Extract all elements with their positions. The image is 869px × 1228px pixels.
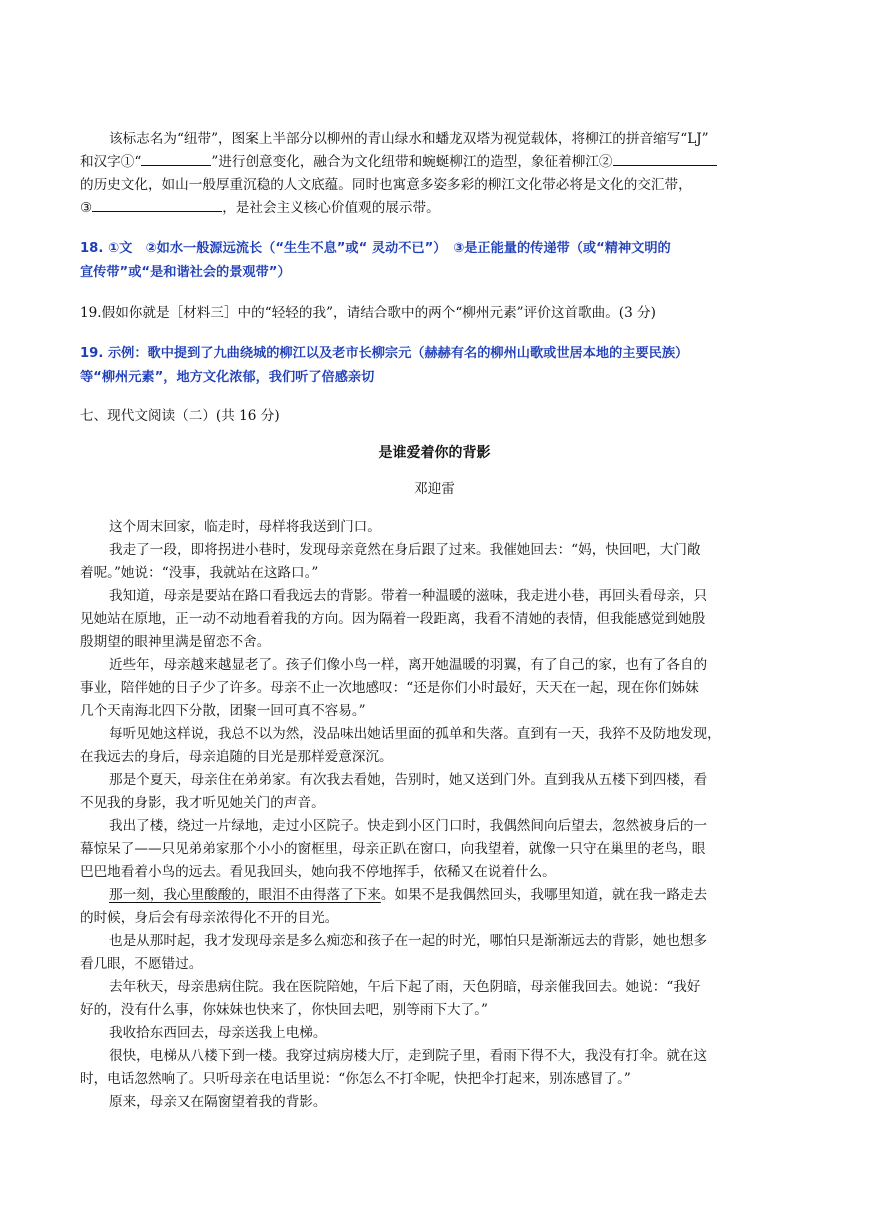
article-para-8-line-1 — [109, 884, 790, 906]
answer-19-line-1: 19. 示例：歌中提到了九曲绕城的柳江以及老市长柳宗元（赫赫有名的柳州山歌或世居本地的主要民族） — [80, 346, 689, 361]
intro-line-1: 该标志名为“纽带”，图案上半部分以柳州的青山绿水和蟠龙双塔为视觉载体，将柳江的拼音缩写“LJ” — [109, 131, 709, 147]
section-7-heading: 七、现代文阅读（二）(共 16 分) — [80, 408, 280, 424]
intro-line-4 — [80, 197, 790, 219]
article-para-12-line-1: 很快，电梯从八楼下到一楼。我穿过病房楼大厅，走到院子里，看雨下得不大，我没有打伞。就在这 — [109, 1048, 708, 1064]
article-para-3-line-3: 殷期望的眼神里满是留恋不舍。 — [80, 634, 271, 650]
underlined-sentence: 那一刻，我心里酸酸的，眼泪不由得落了下来 — [109, 887, 381, 903]
article-para-2-line-1: 我走了一段，即将拐进小巷时，发现母亲竟然在身后跟了过来。我催她回去：“妈，快回吧，大门敞 — [109, 542, 701, 558]
article-para-9-line-1: 也是从那时起，我才发现母亲是多么痴恋和孩子在一起的时光，哪怕只是渐渐远去的背影，她也想多 — [109, 933, 708, 949]
article-para-4-line-2: 事业，陪伴她的日子少了许多。母亲不止一次地感叹：“还是你们小时最好，天天在一起，现在你们姊妹 — [80, 680, 699, 696]
article-title: 是谁爱着你的背影 — [378, 445, 491, 461]
article-para-1: 这个周末回家，临走时，母样将我送到门口。 — [109, 519, 381, 535]
intro-line-2 — [80, 151, 790, 173]
article-para-4-line-1: 近些年，母亲越来越显老了。孩子们像小鸟一样，离开她温暖的羽翼，有了自己的家，也有了各自的 — [109, 657, 708, 673]
intro-line-4-start: ③ — [80, 200, 93, 216]
article-para-10-line-2: 好的，没有什么事，你妹妹也快来了，你快回去吧，别等雨下大了。” — [80, 1002, 488, 1018]
article-para-3-line-1: 我知道，母亲是要站在路口看我远去的背影。带着一种温暖的滋味，我走进小巷，再回头看母亲，只 — [109, 588, 708, 604]
article-para-6-line-2: 不见我的身影，我才听见她关门的声音。 — [80, 795, 325, 811]
article-para-6-line-1: 那是个夏天，母亲住在弟弟家。有次我去看她，告别时，她又送到门外。直到我从五楼下到四楼，看 — [109, 772, 708, 788]
article-para-4-line-3: 几个天南海北四下分散，团聚一回可真不容易。” — [80, 703, 366, 719]
intro-line-2-end: ”进行创意变化，融合为文化纽带和蜿蜒柳江的造型，象征着柳江② — [211, 154, 613, 170]
answer-blank-1 — [141, 153, 211, 166]
article-para-5-line-2: 在我远去的身后，母亲追随的目光是那样爱意深沉。 — [80, 749, 393, 765]
article-para-3-line-2: 见她站在原地，正一动不动地看着我的方向。因为隔着一段距离，我看不清她的表情，但我能感觉到她殷 — [80, 611, 706, 627]
article-para-9-line-2: 看几眼，不愿错过。 — [80, 956, 203, 972]
article-author: 邓迎雷 — [414, 481, 455, 497]
article-para-8-line-2: 的时候，身后会有母亲浓得化不开的目光。 — [80, 910, 339, 926]
intro-line-3: 的历史文化，如山一般厚重沉稳的人文底蕴。同时也寓意多姿多彩的柳江文化带必将是文化的交汇带， — [80, 177, 692, 193]
article-para-5-line-1: 每听见她这样说，我总不以为然，没品味出她话里面的孤单和失落。直到有一天，我猝不及防地发现， — [109, 726, 721, 742]
answer-blank-2 — [613, 153, 717, 166]
article-para-2-line-2: 着呢。”她说：“没事，我就站在这路口。” — [80, 565, 319, 581]
article-para-10-line-1: 去年秋天，母亲患病住院。我在医院陪她，午后下起了雨，天色阴暗，母亲催我回去。她说：“我好 — [109, 979, 701, 995]
intro-line-4-end: ，是社会主义核心价值观的展示带。 — [222, 200, 440, 216]
article-para-13: 原来，母亲又在隔窗望着我的背影。 — [109, 1094, 327, 1110]
article-para-7-line-3: 巴巴地看着小鸟的远去。看见我回头，她向我不停地挥手，依稀又在说着什么。 — [80, 864, 556, 880]
article-para-8-line-1-rest: 。如果不是我偶然回头，我哪里知道，就在我一路走去 — [380, 887, 708, 903]
answer-18-line-1: 18. ①文 ②如水一般源远流长（“生生不息”或“ 灵动不已”） ③是正能量的传递带（或“精神文明的 — [80, 241, 671, 256]
question-19: 19.假如你就是［材料三］中的“轻轻的我”，请结合歌中的两个“柳州元素”评价这首歌曲。(3 分) — [80, 305, 656, 321]
article-para-11: 我收拾东西回去，母亲送我上电梯。 — [109, 1025, 327, 1041]
article-para-12-line-2: 时，电话忽然响了。只听母亲在电话里说：“你怎么不打伞呢，快把伞打起来，别冻感冒了。” — [80, 1071, 631, 1087]
article-para-7-line-2: 幕惊呆了——只见弟弟家那个小小的窗框里，母亲正趴在窗口，向我望着，就像一只守在巢里的老鸟，眼 — [80, 841, 706, 857]
answer-18-line-2: 宣传带”或“是和谐社会的景观带”） — [80, 265, 291, 280]
answer-blank-3 — [92, 199, 222, 212]
answer-19-line-2: 等“柳州元素”，地方文化浓郁，我们听了倍感亲切 — [80, 370, 375, 385]
article-para-7-line-1: 我出了楼，绕过一片绿地，走过小区院子。快走到小区门口时，我偶然间向后望去，忽然被身后的一 — [109, 818, 708, 834]
intro-line-2-start: 和汉字①“ — [80, 154, 142, 170]
